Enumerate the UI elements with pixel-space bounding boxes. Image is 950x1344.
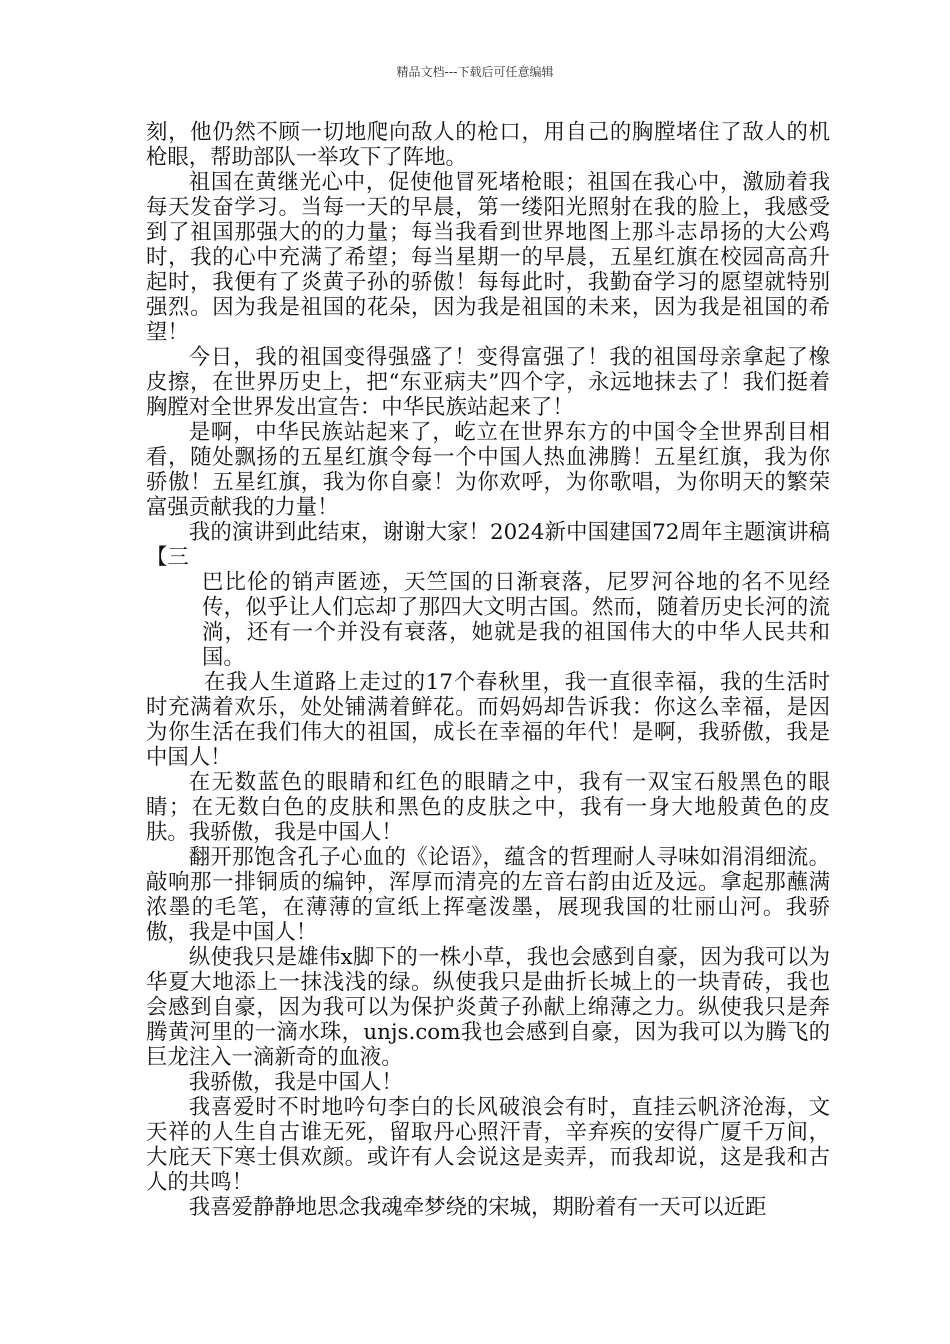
paragraph-9: 翻开那饱含孔子心血的《论语》，蕴含的哲理耐人寻味如涓涓细流。敲响那一排铜质的编钟，浑厚而清亮的左音右韵由近及远。拿起那蘸满浓墨的毛笔，在薄薄的宣纸上挥毫泼墨，展现我国的壮丽山河。我骄傲，我是中国人！ [146, 845, 830, 945]
paragraph-4: 是啊，中华民族站起来了，屹立在世界东方的中国令全世界刮目相看，随处飘扬的五星红旗令每一个中国人热血沸腾！五星红旗，我为你骄傲！五星红旗，我为你自豪！为你欢呼，为你歌唱，为你明天的繁荣富强贡献我的力量！ [146, 420, 830, 520]
paragraph-7: 在我人生道路上走过的17个春秋里，我一直很幸福，我的生活时时充满着欢乐，处处铺满着鲜花。而妈妈却告诉我：你这么幸福，是因为你生活在我们伟大的祖国，成长在幸福的年代！是啊，我骄傲，我是中国人！ [146, 670, 830, 770]
paragraph-1: 刻，他仍然不顾一切地爬向敌人的枪口，用自己的胸膛堵住了敌人的机枪眼，帮助部队一举攻下了阵地。 [146, 120, 830, 170]
paragraph-13: 我喜爱静静地思念我魂牵梦绕的宋城，期盼着有一天可以近距 [188, 1195, 767, 1220]
paragraph-3: 今日，我的祖国变得强盛了！变得富强了！我的祖国母亲拿起了橡皮擦，在世界历史上，把“东亚病夫”四个字，永远地抹去了！我们挺着胸膛对全世界发出宣告：中华民族站起来了！ [146, 345, 830, 420]
document-body [146, 120, 830, 1220]
paragraph-10: 纵使我只是雄伟x脚下的一株小草，我也会感到自豪，因为我可以为华夏大地添上一抹浅浅的绿。纵使我只是曲折长城上的一块青砖，我也会感到自豪，因为我可以为保护炎黄子孙献上绵薄之力。纵使我只是奔腾黄河里的一滴水珠，unjs.com我也会感到自豪，因为我可以为腾飞的巨龙注入一滴新奇的血液。 [146, 945, 830, 1070]
page-header: 精品文档---下载后可任意编辑 [396, 65, 554, 79]
paragraph-2: 祖国在黄继光心中，促使他冒死堵枪眼；祖国在我心中，激励着我每天发奋学习。当每一天的早晨，第一缕阳光照射在我的脸上，我感受到了祖国那强大的的力量；每当我看到世界地图上那斗志昂扬的大公鸡时，我的心中充满了希望；每当星期一的早晨，五星红旗在校园高高升起时，我便有了炎黄子孙的骄傲！每每此时，我勤奋学习的愿望就特别强烈。因为我是祖国的花朵，因为我是祖国的未来，因为我是祖国的希望！ [146, 170, 830, 345]
paragraph-5: 我的演讲到此结束，谢谢大家！2024新中国建国72周年主题演讲稿【三 [146, 520, 830, 570]
paragraph-12: 我喜爱时不时地吟句李白的长风破浪会有时，直挂云帆济沧海，文天祥的人生自古谁无死，留取丹心照汗青，辛弃疾的安得广厦千万间，大庇天下寒士俱欢颜。或许有人会说这是卖弄，而我却说，这是我和古人的共鸣！ [146, 1095, 830, 1195]
paragraph-8: 在无数蓝色的眼睛和红色的眼睛之中，我有一双宝石般黑色的眼睛；在无数白色的皮肤和黑色的皮肤之中，我有一身大地般黄色的皮肤。我骄傲，我是中国人！ [146, 770, 830, 845]
paragraph-6: 巴比伦的销声匿迹，天竺国的日渐衰落，尼罗河谷地的名不见经传，似乎让人们忘却了那四大文明古国。然而，随着历史长河的流淌，还有一个并没有衰落，她就是我的祖国伟大的中华人民共和国。 [202, 570, 830, 670]
paragraph-11: 我骄傲，我是中国人！ [188, 1070, 403, 1095]
